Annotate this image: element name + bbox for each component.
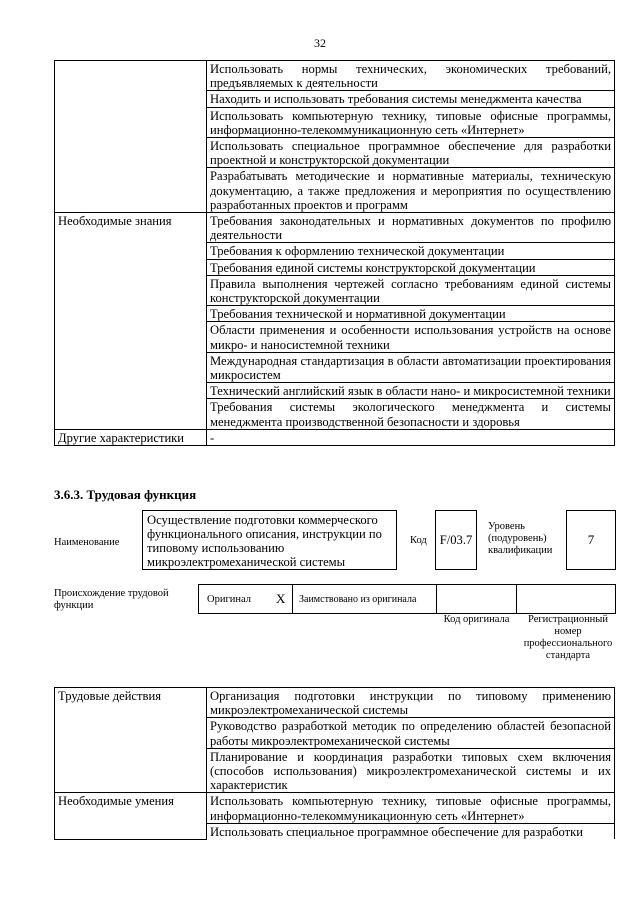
row-text: Требования к оформлению технической документации	[207, 243, 615, 259]
table-row	[55, 793, 615, 823]
row-label-actions: Трудовые действия	[55, 688, 207, 793]
row-label-other: Другие характеристики	[55, 429, 207, 445]
row-text: Использовать специальное программное обеспечение для разработки проектной и конструкторской документации	[207, 138, 615, 168]
borrowed-cell	[292, 584, 437, 614]
row-label-skills: Необходимые умения	[55, 793, 207, 839]
level-value: 7	[587, 532, 595, 547]
row-text: Использовать компьютерную технику, типовые офисные программы, информационно-телекоммуникационную сеть «Интернет»	[207, 107, 615, 137]
requirements-table-bottom	[54, 687, 615, 840]
level-label: Уровень (подуровень) квалификации	[488, 521, 553, 556]
page-number: 32	[314, 36, 326, 50]
row-text: Разрабатывать методические и нормативные материалы, техническую документацию, а также предложения и мероприятия по осуществлению разработанных проектов и программ	[207, 168, 615, 213]
row-label	[55, 61, 207, 213]
row-text: Планирование и координация разработки типовых схем включения (способов использования) микроэлектромеханической системы и их характеристик	[207, 748, 615, 793]
requirements-table-top	[54, 60, 615, 446]
row-text: Использовать специальное программное обеспечение для разработки	[207, 823, 615, 839]
row-text: Требования технической и нормативной документации	[207, 306, 615, 322]
section-title: 3.6.3. Трудовая функция	[54, 487, 197, 502]
row-label-knowledge: Необходимые знания	[55, 213, 207, 430]
row-text: Технический английский язык в области нано- и микросистемной техники	[207, 383, 615, 399]
registration-number-cell	[516, 584, 616, 614]
code-label: Код	[410, 535, 427, 546]
original-code-cell	[436, 584, 517, 614]
original-mark: X	[276, 591, 286, 606]
original-cell	[198, 584, 293, 614]
row-text: -	[207, 429, 615, 445]
name-label: Наименование	[54, 537, 120, 548]
table-row	[55, 429, 615, 445]
caption-code: Код оригинала	[443, 614, 510, 625]
row-text: Находить и использовать требования системы менеджмента качества	[207, 91, 615, 107]
original-label: Оригинал	[207, 594, 251, 605]
row-text: Использовать компьютерную технику, типовые офисные программы, информационно-телекоммуникационную сеть «Интернет»	[207, 793, 615, 823]
code-value: F/03.7	[439, 532, 473, 547]
row-text: Требования законодательных и нормативных документов по профилю деятельности	[207, 213, 615, 243]
row-text: Международная стандартизация в области автоматизации проектирования микросистем	[207, 352, 615, 382]
origin-label: Происхождение трудовой функции	[54, 588, 169, 611]
row-text: Требования системы экологического менеджмента и системы менеджмента производственной безопасности и здоровья	[207, 399, 615, 429]
function-name-value: Осуществление подготовки коммерческого функционального описания, инструкции по типовому использованию микроэлектромеханической системы	[147, 513, 382, 569]
borrowed-label: Заимствовано из оригинала	[299, 594, 417, 605]
caption-registration: Регистрационный номер профессионального стандарта	[523, 614, 613, 661]
row-text: Использовать нормы технических, экономических требований, предъявляемых к деятельности	[207, 61, 615, 91]
row-text: Области применения и особенности использования устройств на основе микро- и наносистемной техники	[207, 322, 615, 352]
level-box	[566, 510, 616, 570]
function-name-box	[142, 510, 397, 570]
table-row	[55, 688, 615, 718]
row-text: Организация подготовки инструкции по типовому применению микроэлектромеханической системы	[207, 688, 615, 718]
row-text: Правила выполнения чертежей согласно требованиям единой системы конструкторской документации	[207, 275, 615, 305]
row-text: Руководство разработкой методик по определению областей безопасной работы микроэлектромеханической системы	[207, 718, 615, 748]
row-text: Требования единой системы конструкторской документации	[207, 259, 615, 275]
code-box	[435, 510, 477, 570]
table-row	[55, 61, 615, 91]
table-row	[55, 213, 615, 243]
